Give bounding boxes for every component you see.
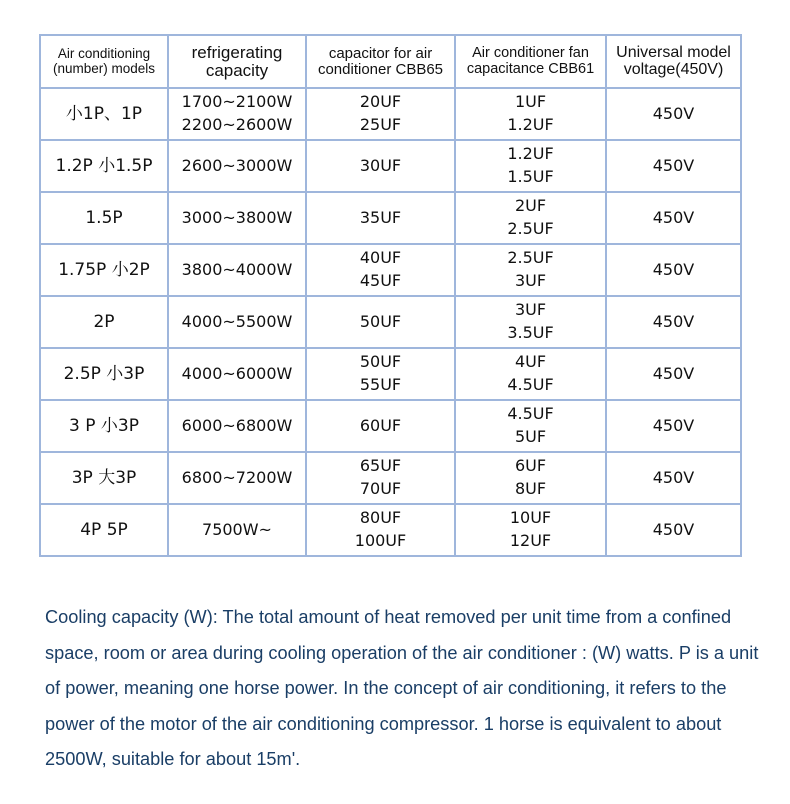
header-line: capacity [205,60,269,80]
cell-cbb65 [306,504,455,556]
cell-cbb65 [306,348,455,400]
cell-voltage: 450V [606,296,741,348]
cell-capacity-value: 2600~3000W [181,155,293,175]
cell-voltage: 450V [606,400,741,452]
cell-cbb61 [455,192,606,244]
header-cbb65 [306,35,455,88]
cell-capacity [168,452,306,504]
cell-model: 2.5P 小3P [40,348,168,400]
header-line: capacitance CBB61 [466,60,595,77]
capacitor-spec-table [39,34,742,557]
cell-cbb65-value: 30UF [359,155,402,175]
cell-capacity-value: 2200~2600W [181,115,293,134]
header-line: conditioner CBB65 [317,60,444,78]
cell-capacity [168,400,306,452]
cell-capacity-value: 6000~6800W [181,415,293,435]
cell-cbb61-value: 5UF [514,427,547,446]
cell-cbb65-value: 80UF [359,508,402,528]
cell-model: 3 P 小3P [40,400,168,452]
header-line: Air conditioner fan [472,45,589,62]
header-line: capacitor for air [328,44,433,62]
header-capacity [168,35,306,88]
header-line: voltage(450V) [623,60,724,78]
cell-cbb65-value: 50UF [359,311,402,331]
cell-cbb61 [455,88,606,140]
header-cbb61 [455,35,606,88]
table-header [40,35,741,88]
cell-cbb61 [455,244,606,296]
cell-cbb65 [306,140,455,192]
cell-cbb61 [455,348,606,400]
cell-cbb65 [306,244,455,296]
cell-cbb61-value: 10UF [509,508,552,528]
cell-cbb65 [306,192,455,244]
cell-cbb61-value: 4.5UF [507,404,554,424]
cell-cbb61 [455,504,606,556]
cell-cbb61-value: 6UF [514,456,547,476]
cell-capacity [168,192,306,244]
cell-capacity-value: 6800~7200W [181,467,293,487]
table-row [40,452,741,504]
table-row [40,348,741,400]
cell-model: 1.5P [40,192,168,244]
cell-voltage: 450V [606,452,741,504]
cell-cbb61-value: 3UF [514,300,547,320]
cell-cbb65-value: 25UF [359,115,402,134]
cell-model: 4P 5P [40,504,168,556]
header-row [40,35,741,88]
cell-cbb65-value: 45UF [359,271,402,290]
table-row [40,400,741,452]
capacitor-table-container [39,34,740,557]
cell-cbb65-value: 35UF [359,207,402,227]
cell-cbb65-value: 40UF [359,248,402,268]
cell-capacity-value: 1700~2100W [181,92,293,112]
cell-cbb61-value: 1.2UF [507,144,554,164]
cell-cbb61-value: 1.2UF [507,115,554,134]
cell-voltage: 450V [606,504,741,556]
cell-voltage: 450V [606,244,741,296]
cell-cbb65-value: 65UF [359,456,402,476]
cell-capacity-value: 3000~3800W [181,207,293,227]
cell-cbb61 [455,296,606,348]
cell-model: 1.75P 小2P [40,244,168,296]
cell-cbb61-value: 2UF [514,196,547,216]
header-model [40,35,168,88]
cell-cbb65 [306,88,455,140]
table-row [40,296,741,348]
cell-model: 3P 大3P [40,452,168,504]
cell-model: 2P [40,296,168,348]
cell-capacity [168,296,306,348]
cell-cbb61-value: 2.5UF [507,248,554,268]
cell-capacity-value: 4000~5500W [181,311,293,331]
cell-cbb61-value: 1UF [514,92,547,112]
cell-capacity [168,88,306,140]
cell-voltage: 450V [606,348,741,400]
table-row [40,244,741,296]
cell-model: 1.2P 小1.5P [40,140,168,192]
cell-cbb61 [455,452,606,504]
table-row [40,140,741,192]
cell-cbb65 [306,400,455,452]
cell-cbb61-value: 4UF [514,352,547,372]
cell-cbb61 [455,400,606,452]
cell-cbb65-value: 55UF [359,375,402,394]
header-voltage [606,35,741,88]
cell-cbb61-value: 2.5UF [507,219,554,238]
header-line: Universal model [616,43,731,61]
header-line: Air conditioning [57,46,151,62]
cell-cbb61-value: 12UF [509,531,552,550]
cell-cbb65 [306,452,455,504]
cell-capacity [168,140,306,192]
cell-capacity-value: 7500W~ [202,519,272,539]
cell-cbb61-value: 8UF [514,479,547,498]
cell-cbb61 [455,140,606,192]
cell-model: 小1P、1P [40,88,168,140]
table-row [40,192,741,244]
table-row [40,88,741,140]
table-row [40,504,741,556]
cell-cbb65 [306,296,455,348]
cell-cbb61-value: 3UF [514,271,547,290]
cell-cbb61-value: 1.5UF [507,167,554,186]
cell-cbb65-value: 100UF [354,531,407,550]
table-body [40,88,741,556]
cell-capacity-value: 4000~6000W [181,363,293,383]
cell-voltage: 450V [606,88,741,140]
cell-cbb65-value: 20UF [359,92,402,112]
cooling-capacity-description: Cooling capacity (W): The total amount of heat removed per unit time from a confined space, room or area during cooling operation of the air conditioner : (W) watts. P is a unit of power, meaning one horse power. In the concept of air conditioning, it refers to the power of the motor of the air conditioning compressor. 1 horse is equivalent to about 2500W, suitable for about 15m'. [45,607,759,770]
cell-capacity [168,504,306,556]
header-line: refrigerating [191,42,283,62]
cell-voltage: 450V [606,140,741,192]
cell-cbb65-value: 50UF [359,352,402,372]
cell-capacity [168,348,306,400]
cell-cbb65-value: 60UF [359,415,402,435]
header-line: (number) models [52,60,156,76]
cell-voltage: 450V [606,192,741,244]
cell-cbb61-value: 3.5UF [507,323,554,342]
cell-cbb61-value: 4.5UF [507,375,554,394]
cell-cbb65-value: 70UF [359,479,402,498]
cell-capacity-value: 3800~4000W [181,259,293,279]
cell-capacity [168,244,306,296]
